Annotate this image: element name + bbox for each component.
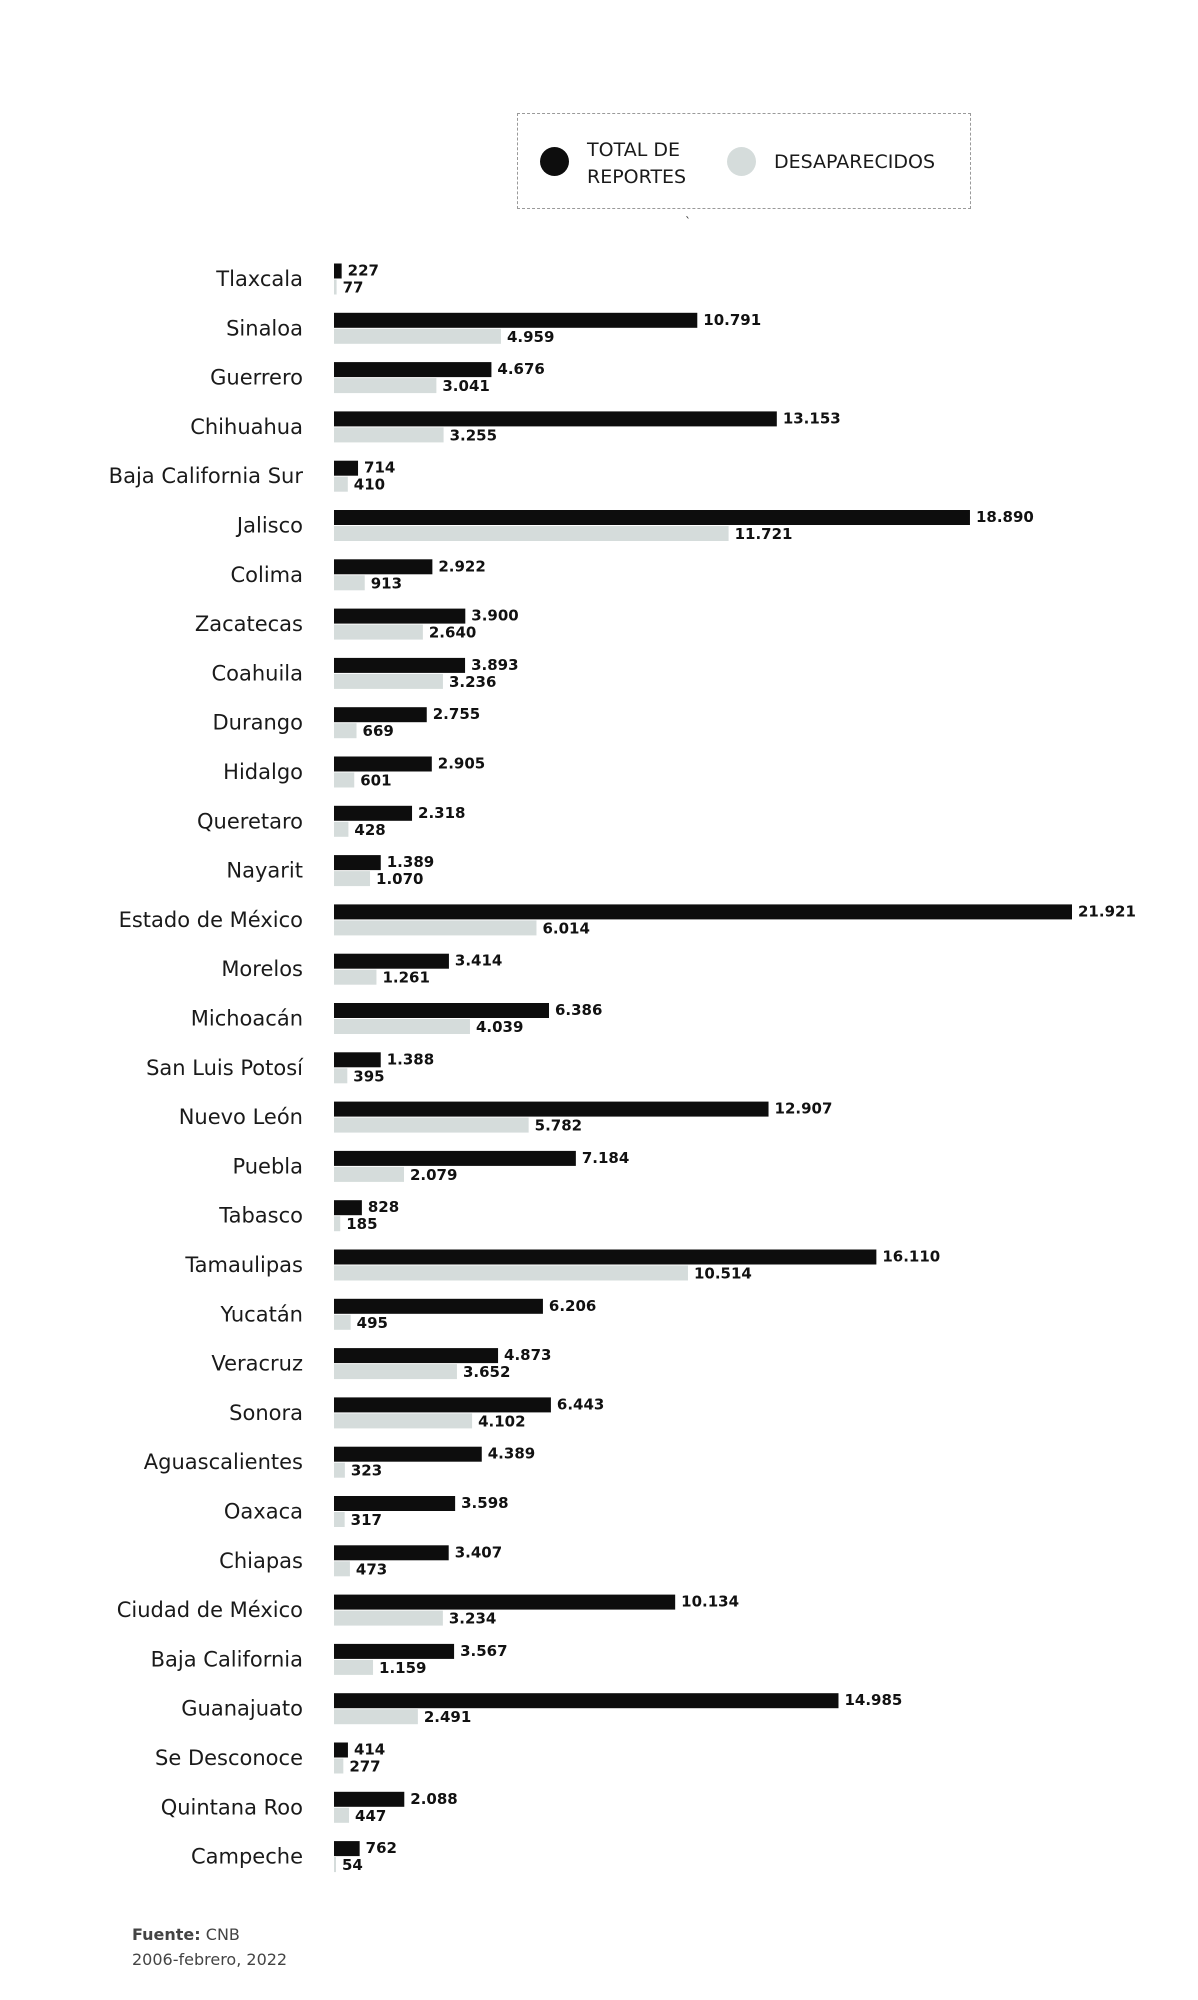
value-label-missing: 4.102: [478, 1412, 526, 1431]
bar-total: [334, 1003, 549, 1018]
bar-total: [334, 1052, 381, 1067]
value-label-missing: 10.514: [693, 1264, 752, 1283]
source-period: 2006-febrero, 2022: [132, 1950, 288, 1969]
value-label-total: 3.567: [460, 1641, 508, 1660]
value-label-missing: 6.014: [542, 919, 590, 938]
bar-total: [334, 1200, 362, 1215]
bar-total: [334, 461, 358, 476]
bar-total: [334, 362, 491, 377]
bar-missing: [334, 773, 354, 788]
value-label-total: 6.443: [556, 1395, 605, 1414]
bar-missing: [334, 723, 357, 738]
value-label-total: 714: [364, 458, 396, 477]
category-label: Nayarit: [226, 858, 303, 883]
category-label: Baja California: [150, 1647, 303, 1672]
source-note: [132, 1922, 287, 1972]
bar-missing: [334, 1759, 343, 1774]
legend-missing-label: DESAPARECIDOS: [774, 151, 936, 173]
bar-missing: [334, 1167, 404, 1182]
value-label-missing: 410: [353, 475, 386, 494]
category-label: Campeche: [190, 1844, 303, 1869]
value-label-missing: 428: [354, 820, 386, 839]
category-label: Puebla: [232, 1154, 303, 1179]
category-label: Guerrero: [210, 365, 303, 390]
value-label-missing: 11.721: [734, 525, 793, 543]
bar-missing: [334, 1364, 457, 1379]
value-label-missing: 2.640: [428, 623, 477, 642]
bar-total: [334, 1644, 454, 1659]
category-label: Morelos: [221, 957, 303, 982]
bar-missing: [334, 427, 444, 442]
value-label-total: 10.791: [703, 310, 762, 329]
value-label-total: 2.318: [418, 803, 466, 822]
bar-total: [334, 609, 465, 624]
value-label-total: 828: [367, 1198, 400, 1217]
value-label-missing: 5.782: [534, 1116, 583, 1135]
bar-total: [334, 904, 1072, 919]
bar-missing: [334, 1808, 349, 1823]
bar-missing: [334, 1709, 418, 1724]
value-label-missing: 77: [342, 278, 364, 297]
category-label: Quintana Roo: [160, 1795, 303, 1820]
value-label-missing: 2.491: [423, 1708, 472, 1727]
bar-missing: [334, 625, 423, 640]
category-label: Veracruz: [211, 1351, 303, 1376]
category-label: Tlaxcala: [216, 267, 303, 291]
bar-total: [334, 1151, 576, 1166]
category-label: Colima: [230, 562, 303, 587]
bar-total: [334, 757, 432, 772]
value-label-total: 3.598: [461, 1494, 509, 1512]
bar-missing: [334, 1857, 336, 1872]
value-label-total: 3.414: [454, 951, 503, 970]
bar-total: [334, 1348, 498, 1363]
bar-total: [334, 1447, 482, 1462]
bar-missing: [334, 1463, 345, 1478]
value-label-missing: 395: [353, 1067, 385, 1086]
bar-total: [334, 1595, 675, 1610]
category-label: Aguascalientes: [143, 1450, 303, 1475]
value-label-total: 2.755: [432, 705, 481, 724]
value-label-missing: 3.652: [462, 1363, 511, 1382]
category-label: Sinaloa: [226, 316, 303, 341]
value-label-total: 1.388: [386, 1050, 435, 1069]
bar-missing: [334, 1611, 443, 1626]
bar-missing: [334, 1216, 340, 1231]
value-label-total: 10.134: [681, 1592, 740, 1611]
category-label: Sonora: [229, 1400, 303, 1425]
bar-total: [334, 1397, 551, 1412]
category-label: Durango: [212, 710, 303, 735]
value-label-total: 14.985: [844, 1691, 903, 1710]
bar-missing: [334, 526, 729, 541]
bar-missing: [334, 1266, 688, 1281]
category-label: Estado de México: [118, 907, 303, 932]
value-label-total: 3.893: [471, 655, 519, 674]
value-label-missing: 1.261: [382, 968, 430, 987]
bar-total: [334, 806, 412, 821]
value-label-total: 6.386: [554, 1001, 603, 1019]
value-label-total: 2.088: [410, 1789, 458, 1808]
value-label-missing: 3.234: [448, 1609, 497, 1628]
value-label-missing: 277: [349, 1757, 381, 1776]
value-label-total: 21.921: [1078, 902, 1136, 921]
legend-tick-mark: `: [685, 215, 691, 229]
value-label-total: 2.905: [437, 754, 486, 773]
bar-missing: [334, 1512, 345, 1527]
value-label-total: 13.153: [782, 409, 841, 428]
bar-missing: [334, 674, 443, 689]
bar-missing: [334, 575, 365, 590]
bar-missing: [334, 378, 436, 393]
bar-missing: [334, 822, 348, 837]
category-label: Tamaulipas: [185, 1253, 303, 1277]
source-org: CNB: [205, 1925, 240, 1944]
bar-total: [334, 510, 970, 525]
value-label-total: 1.389: [386, 853, 435, 872]
value-label-total: 3.900: [471, 606, 519, 625]
value-label-missing: 1.070: [376, 870, 424, 889]
bar-total: [334, 559, 432, 574]
category-label: Jalisco: [236, 513, 303, 538]
category-label: Yucatán: [220, 1302, 303, 1327]
value-label-missing: 4.959: [506, 327, 555, 346]
bar-total: [334, 1496, 455, 1511]
value-label-missing: 669: [362, 722, 394, 741]
value-label-total: 4.676: [497, 360, 545, 379]
value-label-total: 12.907: [774, 1099, 833, 1118]
category-label: Michoacán: [190, 1006, 303, 1031]
bar-total: [334, 411, 777, 426]
bar-total: [334, 954, 449, 969]
category-label: Nuevo León: [178, 1105, 303, 1130]
value-label-missing: 473: [355, 1560, 388, 1579]
bar-missing: [334, 477, 348, 492]
value-label-total: 4.873: [504, 1346, 552, 1365]
bar-total: [334, 658, 465, 673]
category-label: Queretaro: [197, 809, 303, 834]
bar-missing: [334, 871, 370, 886]
value-label-missing: 317: [350, 1511, 382, 1529]
value-label-total: 414: [353, 1740, 386, 1759]
value-label-total: 16.110: [882, 1247, 941, 1266]
bar-total: [334, 1792, 404, 1807]
bar-total: [334, 1841, 360, 1856]
source-label: Fuente:: [132, 1925, 201, 1944]
value-label-total: 762: [365, 1839, 397, 1858]
bar-missing: [334, 1118, 529, 1133]
category-label: Tabasco: [219, 1203, 303, 1228]
bar-missing: [334, 1315, 351, 1330]
category-label: Coahuila: [211, 661, 303, 686]
bar-total: [334, 1545, 449, 1560]
value-label-missing: 3.255: [449, 426, 498, 445]
category-label: Oaxaca: [223, 1499, 303, 1524]
bar-total: [334, 1299, 543, 1314]
category-label: Guanajuato: [181, 1696, 303, 1721]
bar-missing: [334, 1660, 373, 1675]
legend-total-label: TOTAL DE REPORTES: [587, 139, 687, 188]
bar-missing: [334, 1413, 472, 1428]
value-label-total: 18.890: [975, 508, 1034, 526]
bar-total: [334, 264, 342, 279]
category-label: Hidalgo: [223, 760, 303, 784]
bar-total: [334, 855, 381, 870]
value-label-missing: 185: [346, 1215, 378, 1234]
category-label: Chiapas: [219, 1548, 303, 1573]
value-label-missing: 913: [370, 574, 403, 593]
value-label-missing: 4.039: [475, 1018, 524, 1036]
value-label-missing: 323: [350, 1461, 383, 1480]
bar-missing: [334, 920, 536, 935]
bar-missing: [334, 1561, 350, 1576]
value-label-total: 3.407: [454, 1543, 503, 1562]
value-label-missing: 495: [356, 1313, 388, 1332]
value-label-total: 4.389: [487, 1444, 536, 1463]
bar-total: [334, 707, 427, 722]
category-label: Chihuahua: [190, 414, 303, 439]
bar-missing: [334, 1019, 470, 1034]
value-label-total: 2.922: [438, 557, 486, 576]
category-label: Zacatecas: [194, 612, 303, 637]
bar-total: [334, 313, 697, 328]
value-label-missing: 3.236: [448, 672, 497, 691]
category-label: Ciudad de México: [116, 1598, 303, 1623]
value-label-missing: 2.079: [409, 1165, 458, 1184]
bar-total: [334, 1693, 838, 1708]
bar-missing: [334, 1068, 347, 1083]
value-label-missing: 601: [360, 771, 392, 790]
bar-missing: [334, 329, 501, 344]
bar-total: [334, 1102, 769, 1117]
bar-missing: [334, 280, 337, 295]
bar-total: [334, 1743, 348, 1758]
value-label-missing: 54: [342, 1856, 363, 1875]
value-label-missing: 447: [355, 1806, 387, 1825]
bar-missing: [334, 970, 376, 985]
category-label: Baja California Sur: [108, 464, 303, 489]
bar-total: [334, 1250, 876, 1265]
category-label: Se Desconoce: [155, 1746, 303, 1770]
value-label-missing: 1.159: [379, 1658, 427, 1677]
value-label-total: 6.206: [548, 1296, 597, 1315]
value-label-total: 7.184: [581, 1148, 630, 1167]
value-label-missing: 3.041: [442, 377, 490, 396]
category-label: San Luis Potosí: [146, 1055, 303, 1080]
value-label-total: 227: [347, 261, 379, 280]
